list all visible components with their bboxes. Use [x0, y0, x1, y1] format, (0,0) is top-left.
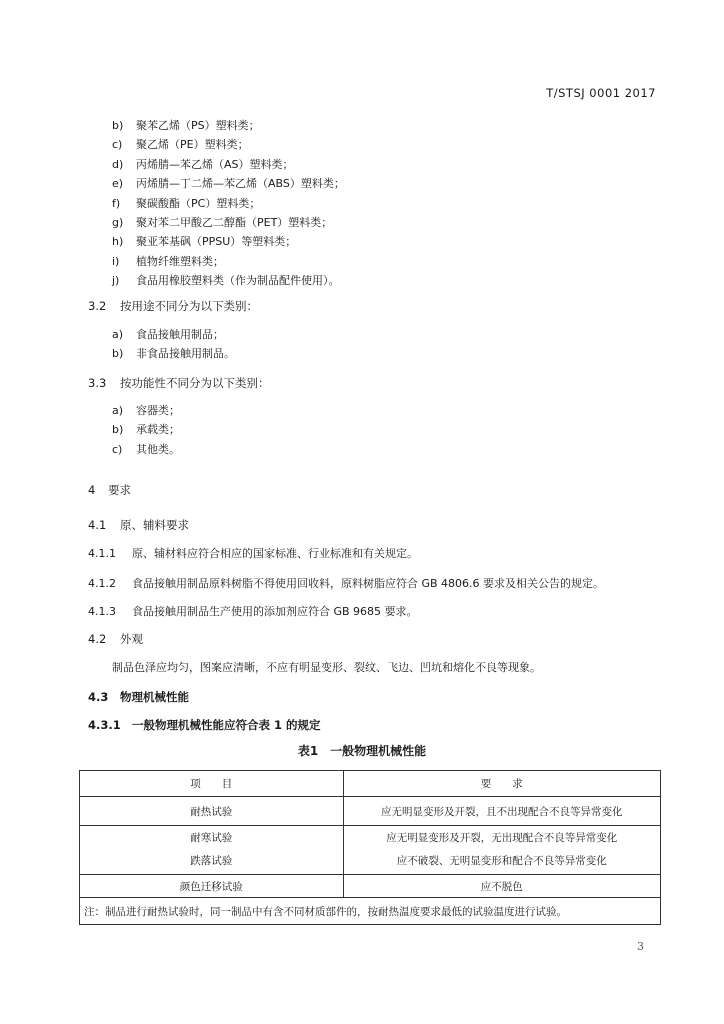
clause-4-1-2: 4.1.2 食品接触用制品原料树脂不得使用回收料，原料树脂应符合 GB 4806.6 要求及相关公告的规定。 [88, 577, 605, 590]
section-4-heading: 4 要求 [88, 483, 131, 497]
requirement-cell: 应无明显变形及开裂，且不出现配合不良等异常变化 [343, 797, 660, 826]
list-item: b) 承载类； [112, 423, 180, 437]
page-number: 3 [637, 940, 644, 953]
list-item: d) 丙烯腈—苯乙烯（AS）塑料类； [112, 157, 294, 171]
list-item: g) 聚对苯二甲酸乙二醇酯（PET）塑料类； [112, 215, 333, 229]
list-item: a) 食品接触用制品； [112, 328, 224, 341]
header-requirement-cell: 要 求 [343, 771, 660, 797]
section-3-2-heading: 3.2 按用途不同分为以下类别： [88, 299, 258, 313]
item-cell: 颜色迁移试验 [80, 875, 344, 898]
list-item: c) 聚乙烯（PE）塑料类； [112, 138, 249, 152]
physical-properties-table [79, 770, 661, 925]
standard-code: T/STSJ 0001 2017 [546, 86, 656, 100]
list-item: b) 聚苯乙烯（PS）塑料类； [112, 119, 260, 132]
table-note: 注：制品进行耐热试验时，同一制品中有含不同材质部件的，按耐热温度要求最低的试验温度进行试验。 [80, 898, 661, 925]
clause-4-1-3: 4.1.3 食品接触用制品生产使用的添加剂应符合 GB 9685 要求。 [88, 605, 418, 618]
section-4-2-heading: 4.2 外观 [88, 632, 143, 646]
section-3-3-heading: 3.3 按功能性不同分为以下类别： [88, 376, 270, 390]
table-caption: 表1 一般物理机械性能 [297, 744, 427, 758]
list-item: a) 容器类； [112, 404, 180, 417]
table-row [80, 875, 661, 898]
usage-list [112, 325, 235, 364]
requirement-cell: 应不脱色 [343, 875, 660, 898]
item-cell: 耐寒试验 跌落试验 [80, 826, 344, 875]
table-header-row [80, 771, 661, 797]
list-item: i) 植物纤维塑料类； [112, 254, 224, 268]
table-row [80, 826, 661, 875]
table-row [80, 797, 661, 826]
list-item: c) 其他类。 [112, 442, 180, 456]
material-list [112, 116, 345, 291]
section-4-3-heading: 4.3 物理机械性能 [88, 690, 189, 704]
appearance-paragraph: 制品色泽应均匀，图案应清晰，不应有明显变形、裂纹、飞边、凹坑和熔化不良等现象。 [112, 661, 541, 674]
clause-4-1-1: 4.1.1 原、辅材料应符合相应的国家标准、行业标准和有关规定。 [88, 547, 418, 560]
list-item: b) 非食品接触用制品。 [112, 347, 235, 361]
requirement-cell: 应无明显变形及开裂，无出现配合不良等异常变化 应不破裂、无明显变形和配合不良等异常变化 [343, 826, 660, 875]
section-4-1-heading: 4.1 原、辅料要求 [88, 518, 189, 532]
item-cell: 耐热试验 [80, 797, 344, 826]
list-item: h) 聚亚苯基砜（PPSU）等塑料类； [112, 235, 297, 249]
function-list [112, 401, 180, 459]
list-item: e) 丙烯腈—丁二烯—苯乙烯（ABS）塑料类； [112, 177, 345, 191]
table-note-row [80, 898, 661, 925]
clause-4-3-1: 4.3.1 一般物理机械性能应符合表 1 的规定 [88, 718, 321, 732]
header-item-cell: 项 目 [80, 771, 344, 797]
list-item: f) 聚碳酸酯（PC）塑料类； [112, 196, 261, 210]
list-item: j) 食品用橡胶塑料类（作为制品配件使用）。 [112, 274, 340, 288]
